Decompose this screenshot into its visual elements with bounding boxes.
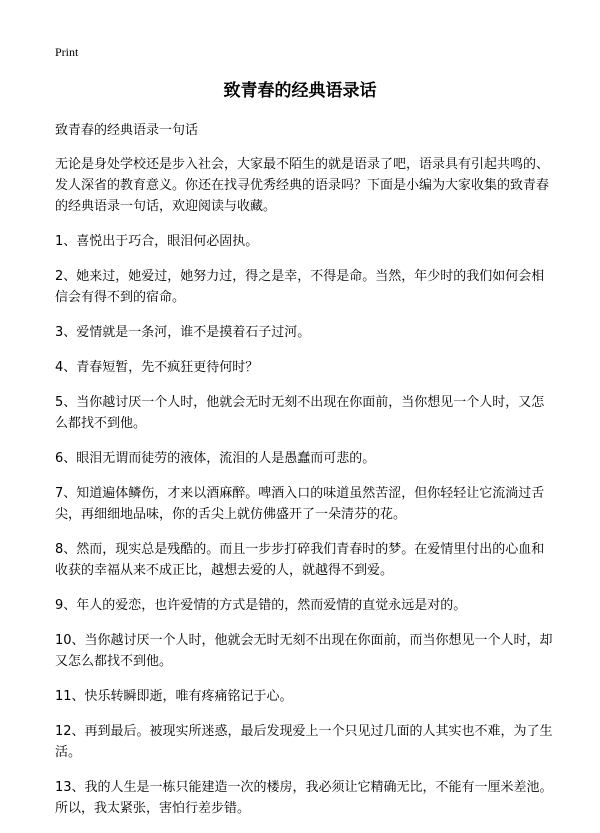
- quote-item: 12、再到最后。被现实所迷惑，最后发现爱上一个只见过几面的人其实也不难，为了生活。: [55, 724, 553, 760]
- article-body: [55, 120, 555, 833]
- quote-item: 10、当你越讨厌一个人时，他就会无时无刻不出现在你面前，而当你想见一个人时，却又怎么都找不到他。: [55, 633, 553, 669]
- print-link[interactable]: Print: [55, 45, 79, 59]
- quote-item: 3、爱情就是一条河，谁不是摸着石子过河。: [55, 325, 311, 340]
- quote-item: 1、喜悦出于巧合，眼泪何必固执。: [55, 234, 259, 249]
- quote-item: 9、年人的爱恋，也许爱情的方式是错的，然而爱情的直觉永远是对的。: [55, 598, 467, 613]
- quote-item: 13、我的人生是一栋只能建造一次的楼房，我必须让它精确无比，不能有一厘米差池。所以，我太紧张，害怕行差步错。: [55, 780, 553, 816]
- quote-item: 6、眼泪无谓而徒劳的液体，流泪的人是愚蠢而可悲的。: [55, 451, 376, 466]
- article-subtitle: 致青春的经典语录一句话: [55, 123, 199, 138]
- quote-item: 7、知道遍体鳞伤，才来以酒麻醉。啤酒入口的味道虽然苦涩，但你轻轻让它流淌过舌尖，再细细地品味，你的舌尖上就仿佛盛开了一朵清芬的花。: [55, 486, 545, 522]
- quote-item: 4、青春短暂，先不疯狂更待何时？: [55, 360, 259, 375]
- quote-item: 2、她来过，她爱过，她努力过，得之是幸，不得是命。当然，年少时的我们如何会相信会有得不到的宿命。: [55, 269, 545, 305]
- page-title: 致青春的经典语录话: [223, 81, 377, 101]
- quote-item: 11、快乐转瞬即逝，唯有疼痛铭记于心。: [55, 689, 293, 704]
- intro-paragraph: 无论是身处学校还是步入社会，大家最不陌生的就是语录了吧，语录具有引起共鸣的、发人深省的教育意义。你还在找寻优秀经典的语录吗？下面是小编为大家收集的致青春的经典语录一句话，欢迎阅读与收藏。: [55, 157, 550, 214]
- quote-item: 8、然而，现实总是残酷的。而且一步步打碎我们青春时的梦。在爱情里付出的心血和收获的幸福从来不成正比，越想去爱的人，就越得不到爱。: [55, 542, 545, 578]
- quote-item: 5、当你越讨厌一个人时，他就会无时无刻不出现在你面前，当你想见一个人时，又怎么都找不到他。: [55, 395, 545, 431]
